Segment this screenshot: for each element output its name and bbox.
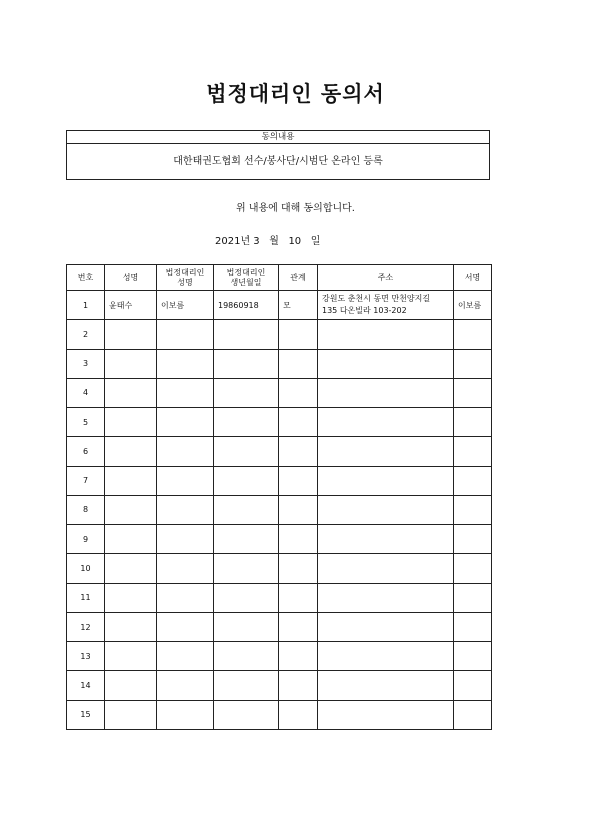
guardian-birth-cell[interactable] [214,554,279,583]
guardian-name-cell[interactable] [157,378,214,407]
guardian-birth-cell[interactable] [214,320,279,349]
signature-cell[interactable] [454,437,492,466]
name-cell[interactable] [105,378,157,407]
relation-cell[interactable] [279,495,318,524]
address-cell[interactable] [318,408,454,437]
row-number: 13 [67,642,105,671]
signature-cell[interactable] [454,349,492,378]
guardian-birth-cell[interactable] [214,525,279,554]
name-cell[interactable] [105,642,157,671]
relation-cell[interactable] [279,583,318,612]
address-cell[interactable] [318,349,454,378]
guardian-name-cell[interactable] [157,525,214,554]
header-no: 번호 [67,265,105,291]
relation-cell[interactable] [279,408,318,437]
relation-cell[interactable] [279,525,318,554]
name-cell[interactable] [105,612,157,641]
signature-cell[interactable] [454,408,492,437]
table-row [67,671,492,700]
table-row [67,466,492,495]
document-title: 법정대리인 동의서 [206,82,385,106]
address-cell[interactable] [318,525,454,554]
row-number: 3 [67,349,105,378]
signature-cell[interactable] [454,612,492,641]
address-line-2: 135 다온빌라 103-202 [322,306,407,316]
guardian-name-cell[interactable] [157,320,214,349]
name-cell[interactable] [105,700,157,729]
row-number: 8 [67,495,105,524]
header-signature: 서명 [454,265,492,291]
name-cell[interactable] [105,671,157,700]
relation-cell[interactable] [279,378,318,407]
row-number: 4 [67,378,105,407]
guardian-birth-cell[interactable] [214,671,279,700]
relation-cell[interactable] [279,700,318,729]
guardian-name-cell[interactable] [157,642,214,671]
signature-cell[interactable] [454,320,492,349]
address-cell[interactable] [318,583,454,612]
relation-cell[interactable] [279,466,318,495]
guardian-birth-cell[interactable] [214,612,279,641]
guardian-birth-cell[interactable] [214,408,279,437]
consent-content-text: 대한태권도협회 선수/봉사단/시범단 온라인 등록 [173,156,383,167]
guardian-birth-cell[interactable] [214,378,279,407]
row-number: 6 [67,437,105,466]
guardian-name-cell[interactable] [157,408,214,437]
signature-cell[interactable] [454,466,492,495]
address-cell[interactable] [318,612,454,641]
guardian-name-cell[interactable] [157,495,214,524]
row-number: 5 [67,408,105,437]
header-guardian-birth: 법정대리인 생년월일 [214,265,279,291]
date-year: 2021년 [215,236,251,247]
row-number: 12 [67,612,105,641]
guardian-name-cell[interactable] [157,437,214,466]
date-line [215,232,320,247]
row-number: 7 [67,466,105,495]
signature-cell[interactable] [454,525,492,554]
consent-content-header: 동의내용 [67,131,489,144]
guardian-birth-cell[interactable] [214,466,279,495]
date-month-label: 월 [269,236,279,247]
guardian-name-cell[interactable] [157,583,214,612]
table-row [67,554,492,583]
guardian-consent-table [66,264,492,730]
relation-cell[interactable] [279,554,318,583]
name-cell[interactable] [105,408,157,437]
signature-cell[interactable] [454,583,492,612]
address-cell[interactable] [318,378,454,407]
address-cell[interactable] [318,466,454,495]
signature-cell[interactable] [454,554,492,583]
table-header-row [67,265,492,291]
relation-cell[interactable] [279,437,318,466]
guardian-birth-cell[interactable] [214,583,279,612]
date-month: 3 [253,236,260,247]
name-cell[interactable] [105,495,157,524]
relation-cell[interactable]: 모 [279,291,318,320]
header-address: 주소 [318,265,454,291]
guardian-birth-cell[interactable] [214,700,279,729]
table-row [67,495,492,524]
address-cell[interactable] [318,291,454,320]
guardian-birth-cell[interactable] [214,642,279,671]
date-day: 10 [288,236,302,247]
guardian-name-cell[interactable] [157,671,214,700]
date-day-label: 일 [310,236,321,247]
address-cell[interactable] [318,671,454,700]
table-row [67,320,492,349]
consent-content-box [66,130,490,180]
table-row [67,378,492,407]
name-cell[interactable] [105,466,157,495]
row-number: 14 [67,671,105,700]
relation-cell[interactable] [279,671,318,700]
row-number: 2 [67,320,105,349]
agreement-statement: 위 내용에 대해 동의합니다. [236,203,355,214]
address-cell[interactable] [318,437,454,466]
row-number: 9 [67,525,105,554]
header-relation: 관계 [279,265,318,291]
name-cell[interactable] [105,554,157,583]
name-cell[interactable] [105,437,157,466]
table-row [67,291,492,320]
relation-cell[interactable] [279,642,318,671]
signature-cell[interactable]: 이보름 [454,291,492,320]
signature-cell[interactable] [454,671,492,700]
table-row [67,612,492,641]
address-cell[interactable] [318,320,454,349]
relation-cell[interactable] [279,349,318,378]
address-cell[interactable] [318,642,454,671]
signature-cell[interactable] [454,642,492,671]
guardian-birth-cell[interactable] [214,349,279,378]
table-row [67,408,492,437]
table-row [67,437,492,466]
address-cell[interactable] [318,700,454,729]
signature-cell[interactable] [454,700,492,729]
guardian-birth-cell[interactable] [214,495,279,524]
header-guardian-name: 법정대리인 성명 [157,265,214,291]
guardian-name-cell[interactable] [157,612,214,641]
guardian-birth-cell[interactable] [214,437,279,466]
guardian-name-cell[interactable] [157,466,214,495]
relation-cell[interactable] [279,612,318,641]
table-row [67,525,492,554]
row-number: 10 [67,554,105,583]
guardian-name-cell[interactable] [157,700,214,729]
table-row [67,642,492,671]
address-line-1: 강원도 춘천시 동면 만천양지길 [322,294,431,304]
row-number: 15 [67,700,105,729]
header-name: 성명 [105,265,157,291]
guardian-name-cell[interactable] [157,554,214,583]
table-row [67,583,492,612]
row-number: 1 [67,291,105,320]
table-row [67,700,492,729]
address-cell[interactable] [318,554,454,583]
relation-cell[interactable] [279,320,318,349]
table-row [67,349,492,378]
name-cell[interactable] [105,583,157,612]
guardian-name-cell[interactable] [157,349,214,378]
name-cell[interactable]: 윤태수 [105,291,157,320]
address-cell[interactable] [318,495,454,524]
signature-cell[interactable] [454,495,492,524]
guardian-birth-cell[interactable]: 19860918 [214,291,279,320]
row-number: 11 [67,583,105,612]
name-cell[interactable] [105,525,157,554]
signature-cell[interactable] [454,378,492,407]
name-cell[interactable] [105,349,157,378]
guardian-name-cell[interactable]: 이보름 [157,291,214,320]
name-cell[interactable] [105,320,157,349]
